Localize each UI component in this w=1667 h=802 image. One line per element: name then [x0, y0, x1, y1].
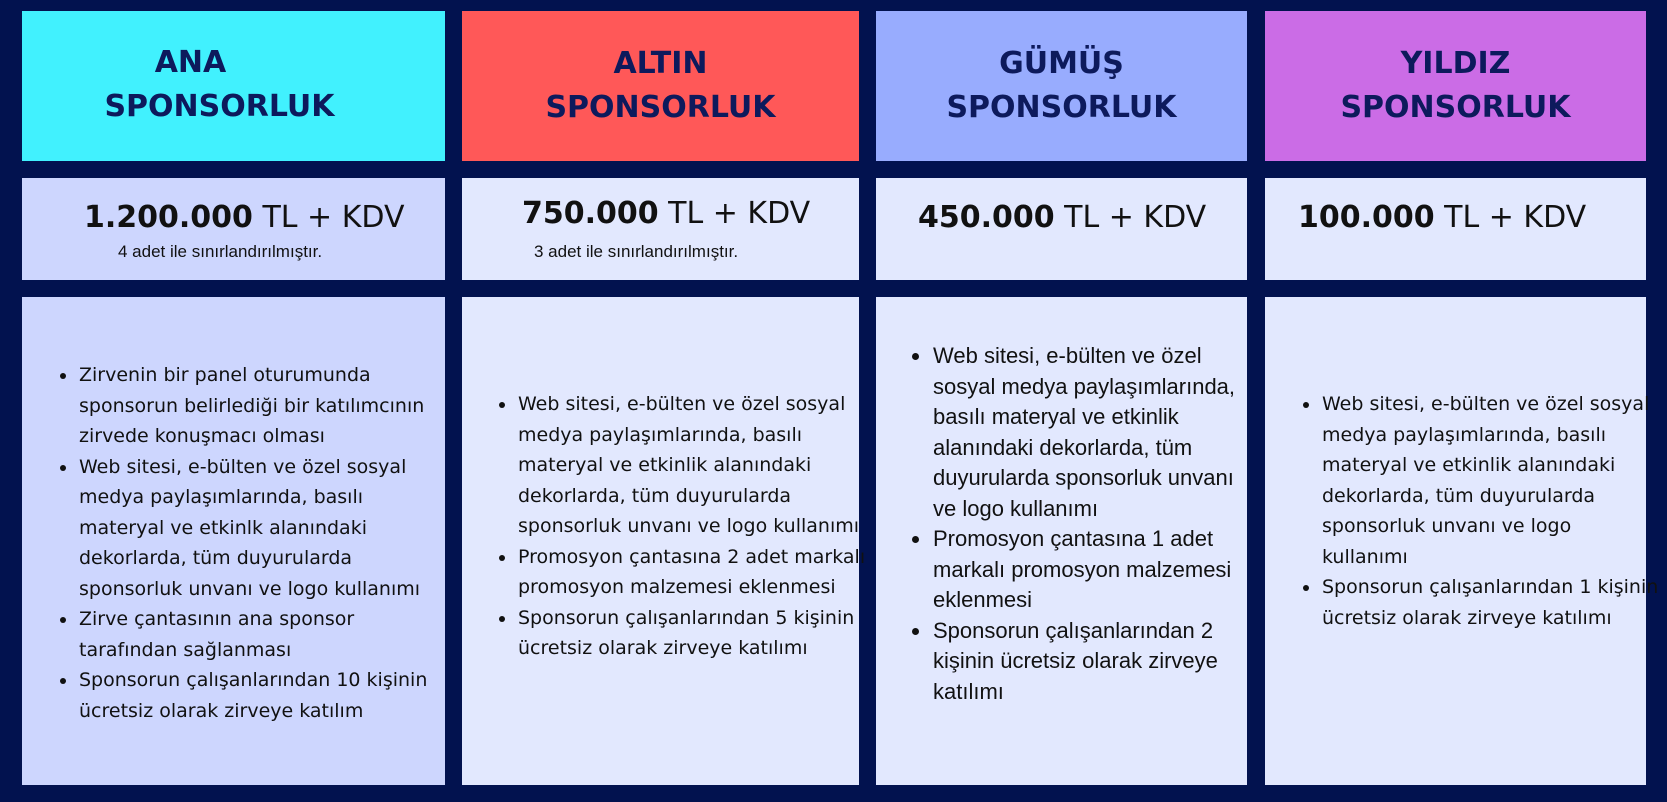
package-ana-price-box	[22, 178, 445, 280]
price-suffix: TL + KDV	[658, 196, 811, 231]
price-amount: 450.000	[918, 200, 1055, 235]
price-amount: 750.000	[522, 196, 659, 231]
benefits-list	[59, 360, 438, 726]
price-line	[1298, 200, 1586, 235]
package-title-line2: SPONSORLUK	[1340, 90, 1571, 125]
benefit-item: • Web sitesi, e-bülten ve özel sosyal medya paylaşımlarında, basılı materyal ve etkinlk alanındaki dekorlarda, tüm duyurularda sponsorluk unvanı ve logo kullanımı	[78, 452, 438, 605]
price-suffix: TL + KDV	[1434, 200, 1587, 235]
limit-note: 4 adet ile sınırlandırılmıştır.	[118, 242, 323, 261]
price-line	[522, 196, 810, 231]
benefit-item: • Promosyon çantasına 2 adet markalı promosyon malzemesi eklenmesi	[517, 542, 869, 603]
package-gumus-price-box	[876, 178, 1247, 280]
package-title-line1: ANA	[154, 45, 227, 80]
package-title-line1: YILDIZ	[1400, 46, 1511, 81]
package-ana-header	[22, 11, 445, 161]
benefit-item: • Promosyon çantasına 1 adet markalı promosyon malzemesi eklenmesi	[932, 524, 1262, 616]
package-altin-header	[462, 11, 859, 161]
package-yildiz-price-box	[1265, 178, 1646, 280]
price-suffix: TL + KDV	[252, 200, 405, 235]
benefit-item: • Web sitesi, e-bülten ve özel sosyal medya paylaşımlarında, basılı materyal ve etkinlik alanındaki dekorlarda, tüm duyurularda sponsorluk unvanı ve logo kullanımı	[517, 389, 869, 542]
benefit-item: • Sponsorun çalışanlarından 1 kişinin ücretsiz olarak zirveye katılımı	[1321, 572, 1659, 633]
benefits-list	[498, 389, 869, 664]
benefit-item: • Web sitesi, e-bülten ve özel sosyal medya paylaşımlarında, basılı materyal ve etkinlik alanındaki dekorlarda, tüm duyurularda sponsorluk unvanı ve logo kullanımı	[1321, 389, 1659, 572]
benefit-item: • Sponsorun çalışanlarından 5 kişinin ücretsiz olarak zirveye katılımı	[517, 603, 869, 664]
package-title-line2: SPONSORLUK	[545, 90, 776, 125]
package-title-line2: SPONSORLUK	[946, 90, 1177, 125]
package-title-line1: GÜMÜŞ	[999, 46, 1124, 81]
benefit-item: • Web sitesi, e-bülten ve özel sosyal medya paylaşımlarında, basılı materyal ve etkinlik alanındaki dekorlarda, tüm duyurularda sponsorluk unvanı ve logo kullanımı	[932, 341, 1262, 524]
package-altin-price-box	[462, 178, 859, 280]
price-amount: 100.000	[1298, 200, 1435, 235]
benefit-item: • Zirve çantasının ana sponsor tarafından sağlanması	[78, 604, 438, 665]
package-title-line2: SPONSORLUK	[104, 89, 335, 124]
package-gumus-benefits-box	[876, 297, 1247, 785]
benefits-list	[913, 341, 1262, 707]
package-ana-benefits-box	[22, 297, 445, 785]
package-title-line1: ALTIN	[613, 46, 708, 81]
limit-note: 3 adet ile sınırlandırılmıştır.	[534, 242, 739, 261]
benefit-item: • Zirvenin bir panel oturumunda sponsorun belirlediği bir katılımcının zirvede konuşmacı olması	[78, 360, 438, 452]
package-yildiz-header	[1265, 11, 1646, 161]
benefit-item: • Sponsorun çalışanlarından 2 kişinin ücretsiz olarak zirveye katılımı	[932, 616, 1262, 708]
package-yildiz-benefits-box	[1265, 297, 1659, 785]
package-gumus-header	[876, 11, 1247, 161]
benefits-list	[1302, 389, 1659, 633]
price-suffix: TL + KDV	[1054, 200, 1207, 235]
price-line	[84, 200, 404, 235]
price-amount: 1.200.000	[84, 200, 253, 235]
package-altin-benefits-box	[462, 297, 866, 785]
benefit-item: • Sponsorun çalışanlarından 10 kişinin ücretsiz olarak zirveye katılım	[78, 665, 438, 726]
price-line	[918, 200, 1206, 235]
